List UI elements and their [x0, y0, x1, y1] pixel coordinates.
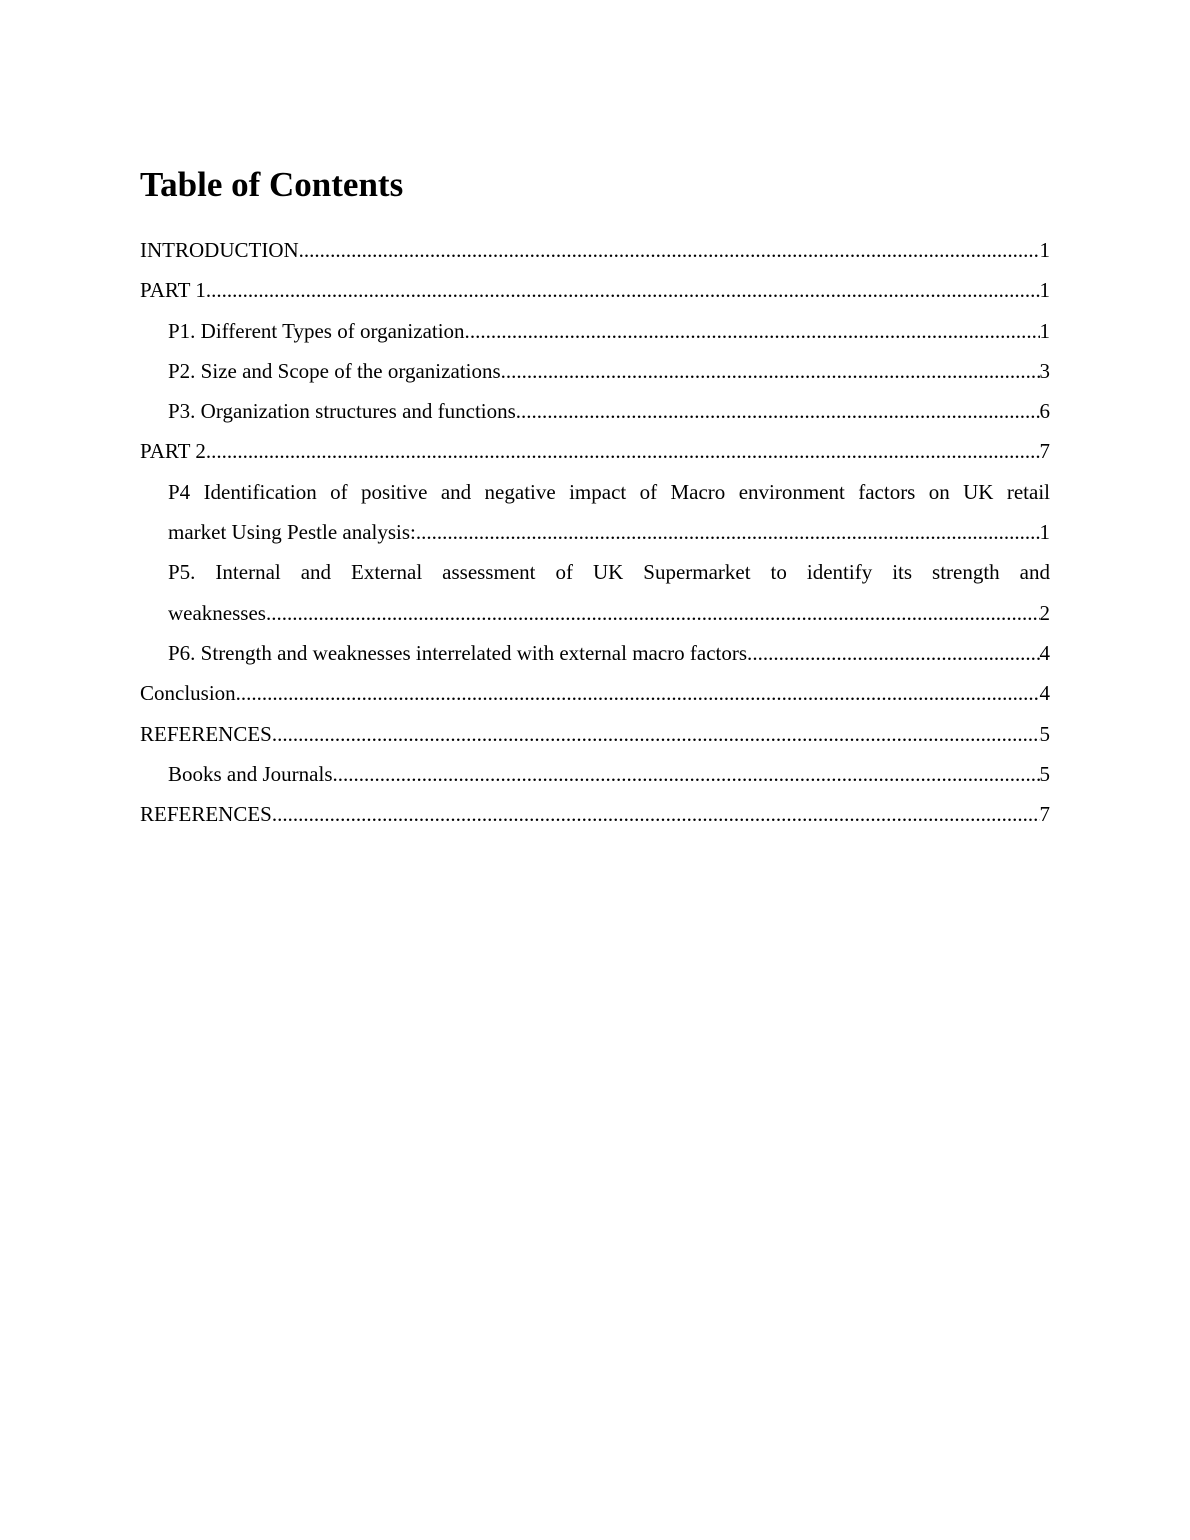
- toc-page-number: 4: [1039, 681, 1050, 706]
- toc-page-number: 1: [1039, 318, 1050, 343]
- toc-leader: [333, 754, 1040, 794]
- toc-page-number: 6: [1039, 399, 1050, 424]
- toc-entry-p4[interactable]: [140, 472, 1050, 553]
- toc-leader: [470, 311, 1040, 351]
- toc-entry-label: P1. Different Types of organization.: [168, 318, 470, 343]
- toc-entry-conclusion[interactable]: [140, 673, 1050, 713]
- toc-leader: [236, 673, 1040, 713]
- toc-entry-p1[interactable]: [140, 311, 1050, 351]
- toc-leader: [272, 794, 1040, 834]
- page-title: Table of Contents: [140, 165, 404, 204]
- toc-page-number: 5: [1039, 761, 1050, 786]
- toc-page-number: 1: [1039, 520, 1050, 545]
- toc-entry-label: PART 2: [140, 439, 206, 464]
- toc-page-number: 5: [1039, 721, 1050, 746]
- toc-entry-references-2[interactable]: [140, 794, 1050, 834]
- toc-entry-introduction[interactable]: [140, 230, 1050, 270]
- toc-entry-p5[interactable]: [140, 552, 1050, 633]
- toc-leader: [272, 714, 1040, 754]
- toc-leader: [299, 230, 1040, 270]
- toc-leader: [516, 391, 1040, 431]
- toc-leader: [206, 270, 1040, 310]
- toc-entry-label: Conclusion: [140, 681, 236, 706]
- toc-page-number: 3: [1039, 358, 1050, 383]
- toc-entry-label: PART 1: [140, 278, 206, 303]
- toc-entry-p3[interactable]: [140, 391, 1050, 431]
- toc-entry-label: P2. Size and Scope of the organizations.: [168, 358, 506, 383]
- toc-entry-references-1[interactable]: [140, 714, 1050, 754]
- toc-entry-label: REFERENCES: [140, 802, 272, 827]
- toc-leader: [271, 593, 1039, 633]
- toc-entry-label: REFERENCES: [140, 721, 272, 746]
- toc-entry-label-line-1: P5. Internal and External assessment of UK Supermarket to identify its strength and: [168, 560, 1050, 585]
- toc-page-number: 1: [1039, 278, 1050, 303]
- toc-leader: [416, 512, 1040, 552]
- toc-page-number: 7: [1039, 439, 1050, 464]
- toc-page-number: 2: [1039, 600, 1050, 625]
- toc-page-number: 4: [1039, 640, 1050, 665]
- toc-page-number: 1: [1039, 238, 1050, 262]
- toc-entry-label: INTRODUCTION: [140, 238, 299, 262]
- toc-leader: [206, 431, 1040, 471]
- toc-leader: [752, 633, 1039, 673]
- toc-entry-label: P6. Strength and weaknesses interrelated with external macro factors.: [168, 640, 753, 665]
- toc-entry-p2[interactable]: [140, 351, 1050, 391]
- toc-entry-label-line-2: weaknesses.: [168, 600, 272, 625]
- toc-page-number: 7: [1039, 802, 1050, 827]
- toc-entry-p6[interactable]: [140, 633, 1050, 673]
- toc-entry-books-and-journals[interactable]: [140, 754, 1050, 794]
- toc-entry-part-2[interactable]: [140, 431, 1050, 471]
- toc-entry-label-line-1: P4 Identification of positive and negative impact of Macro environment factors on UK retail: [168, 479, 1050, 504]
- toc-entry-part-1[interactable]: [140, 270, 1050, 310]
- toc-entry-label: Books and Journals: [168, 761, 333, 786]
- toc-list: [140, 230, 1050, 834]
- toc-leader: [506, 351, 1040, 391]
- toc-entry-label: P3. Organization structures and functions: [168, 399, 516, 424]
- toc-entry-label-line-2: market Using Pestle analysis:: [168, 520, 416, 545]
